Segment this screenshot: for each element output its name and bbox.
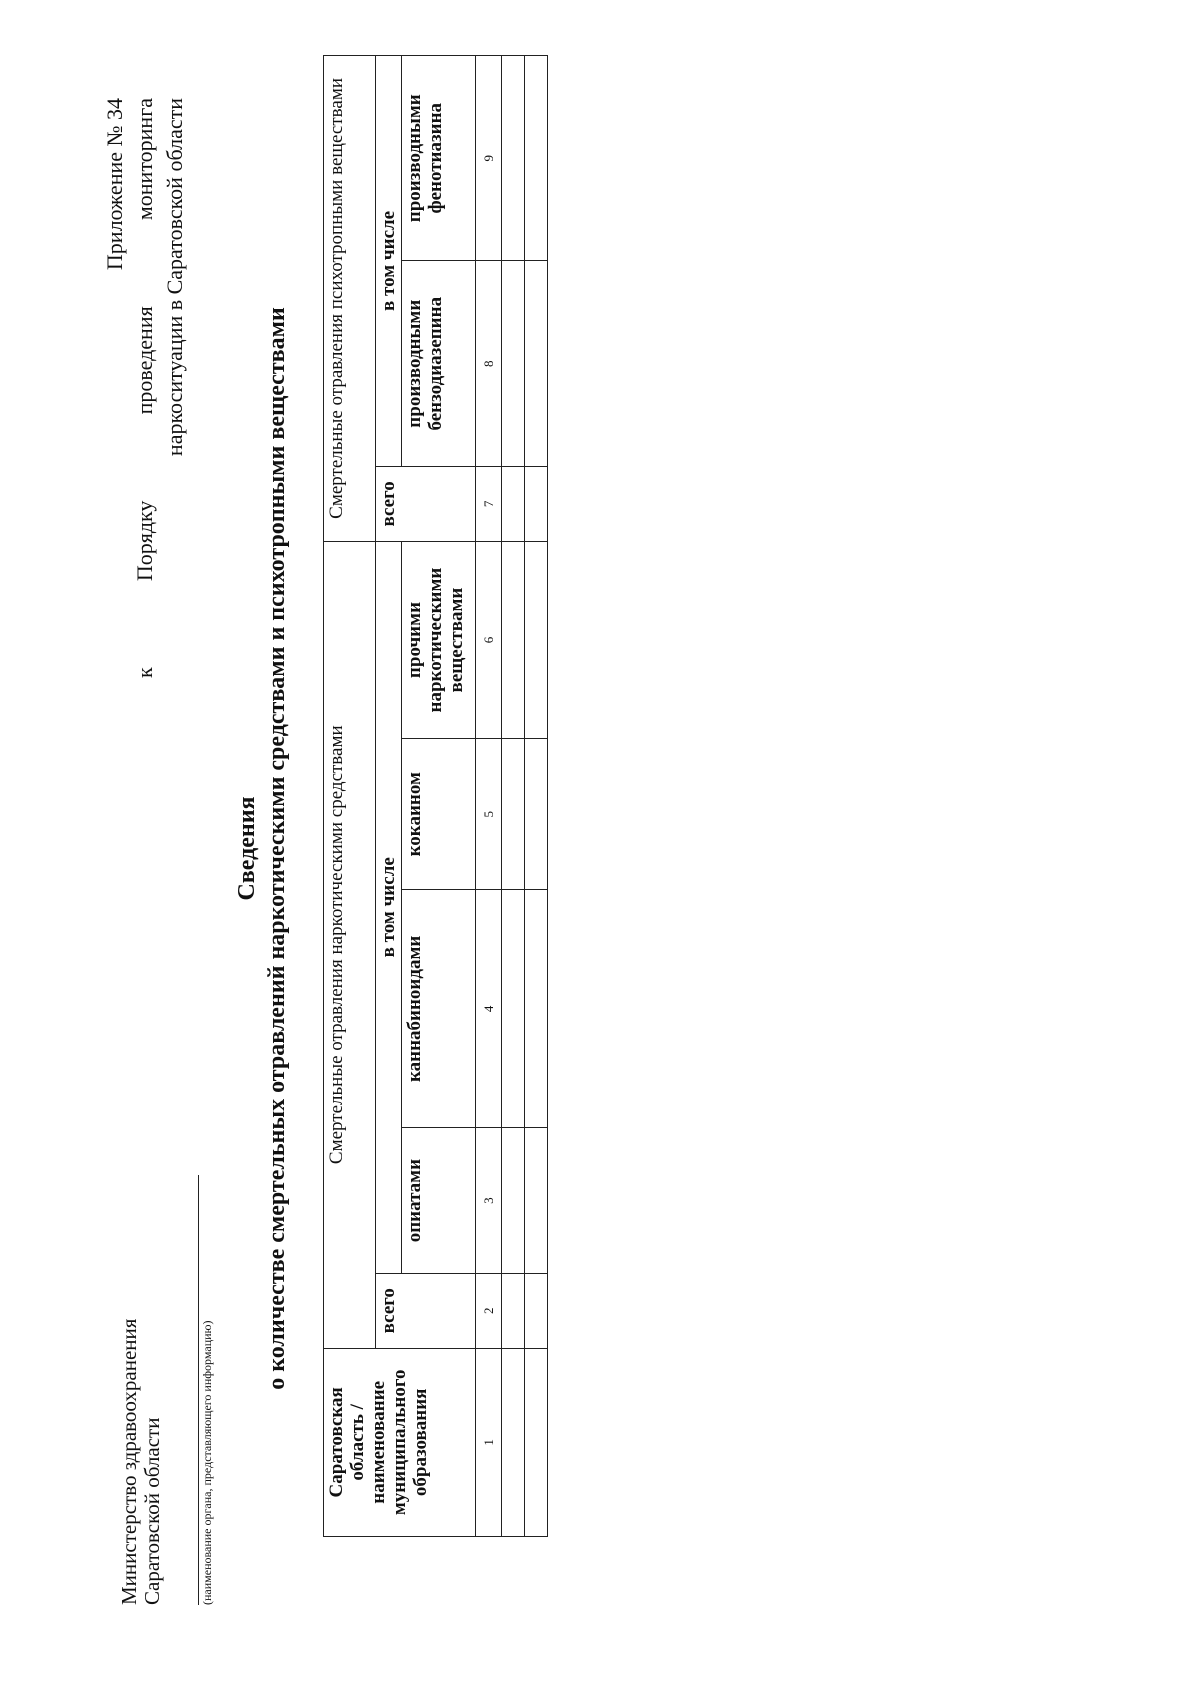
cannabinoids-header: каннабиноидами — [402, 890, 476, 1128]
appendix-block — [100, 98, 190, 678]
psychotropic-including-header: в том числе — [376, 56, 402, 467]
other-narcotics-header: прочими наркотическими веществами — [402, 541, 476, 738]
table-row — [525, 56, 548, 1537]
column-number: 8 — [476, 261, 502, 466]
appendix-reference-line-1: к Порядку проведения мониторинга — [132, 98, 157, 678]
organization-name-line-1: Министерство здравоохранения — [117, 1318, 141, 1605]
appendix-reference-line-2: наркоситуации в Саратовской области — [162, 98, 187, 457]
municipality-header: Саратовская область / наименование муниципального образования — [324, 1348, 476, 1536]
psychotropic-poisonings-header: Смертельные отравления психотропными веществами — [324, 56, 376, 542]
column-number-row — [476, 56, 502, 1537]
table-cell — [502, 1348, 525, 1536]
table-cell — [525, 1348, 548, 1536]
table-cell — [502, 1128, 525, 1273]
table-cell — [502, 890, 525, 1128]
column-number: 7 — [476, 466, 502, 541]
phenothiazine-header: производными фенотиазина — [402, 56, 476, 262]
document-subtitle: о количестве смертельных отравлений наркотическими средствами и психотропными веществами — [264, 307, 290, 1390]
table-cell — [502, 739, 525, 890]
table-row — [502, 56, 525, 1537]
table-cell — [525, 890, 548, 1128]
table-cell — [525, 541, 548, 738]
table-cell — [525, 56, 548, 262]
narcotic-poisonings-header: Смертельные отравления наркотическими средствами — [324, 541, 376, 1348]
table-cell — [502, 1273, 525, 1348]
column-number: 2 — [476, 1273, 502, 1348]
table-cell — [525, 739, 548, 890]
column-number: 1 — [476, 1348, 502, 1536]
table-cell — [525, 466, 548, 541]
document-title: Сведения — [234, 796, 260, 901]
column-number: 6 — [476, 541, 502, 738]
appendix-number: Приложение № 34 — [102, 98, 127, 271]
organization-block — [118, 1319, 164, 1605]
organization-name-line-2: Саратовской области — [140, 1417, 164, 1605]
cocaine-header: кокаином — [402, 739, 476, 890]
narcotic-including-header: в том числе — [376, 541, 402, 1273]
table-cell — [525, 1273, 548, 1348]
organization-note: (наименование органа, представляющего информацию) — [200, 1320, 214, 1605]
organization-underline — [198, 1175, 199, 1605]
column-number: 9 — [476, 56, 502, 262]
benzodiazepine-header: производными бензодиазепина — [402, 261, 476, 466]
table-cell — [525, 261, 548, 466]
table-cell — [502, 466, 525, 541]
psychotropic-total-header: всего — [376, 466, 476, 541]
column-number: 3 — [476, 1128, 502, 1273]
report-table — [323, 55, 548, 1537]
opiates-header: опиатами — [402, 1128, 476, 1273]
table-cell — [502, 261, 525, 466]
column-number: 5 — [476, 739, 502, 890]
table-cell — [525, 1128, 548, 1273]
table-cell — [502, 541, 525, 738]
narcotic-total-header: всего — [376, 1273, 476, 1348]
column-number: 4 — [476, 890, 502, 1128]
table-cell — [502, 56, 525, 262]
